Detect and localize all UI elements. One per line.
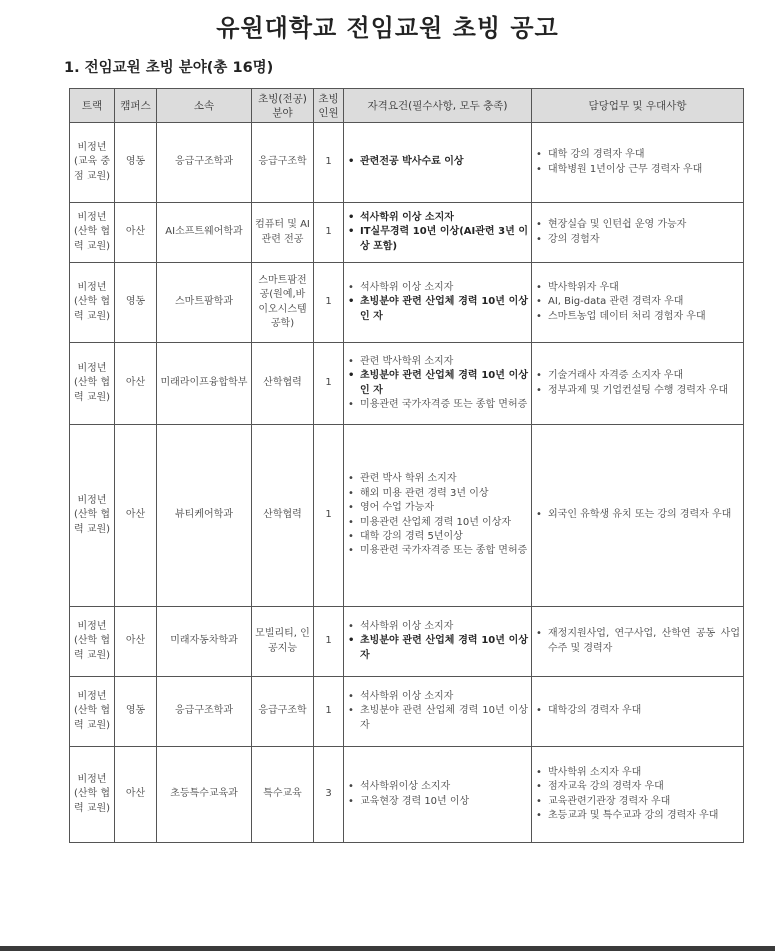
duty-item: • 대학강의 경력자 우대 [535, 704, 740, 718]
cell-campus: 아산 [115, 203, 157, 263]
cell-duty [532, 263, 744, 343]
duty-list [535, 766, 740, 824]
cell-count: 1 [314, 263, 344, 343]
cell-duty [532, 747, 744, 843]
duty-item: • 정부과제 및 기업컨설팅 수행 경력자 우대 [535, 384, 740, 398]
duty-item: • 교육관련기관장 경력자 우대 [535, 795, 740, 809]
cell-campus: 아산 [115, 747, 157, 843]
qualification-list [347, 620, 528, 663]
cell-track: 비정년 (산학 협력 교원) [70, 607, 115, 677]
table-row [70, 263, 744, 343]
duty-item: • 점자교육 강의 경력자 우대 [535, 780, 740, 794]
cell-track: 비정년 (산학 협력 교원) [70, 263, 115, 343]
cell-field: 응급구조학 [252, 123, 314, 203]
qualification-item: • 석사학위 이상 소지자 [347, 211, 528, 225]
cell-field: 산학협력 [252, 425, 314, 607]
qualification-item: • 미용관련 국가자격증 또는 종합 면허증 [347, 544, 528, 558]
page-title: 유원대학교 전임교원 초빙 공고 [216, 14, 559, 42]
cell-count: 1 [314, 425, 344, 607]
qualification-list [347, 472, 528, 558]
duty-list [535, 704, 740, 718]
duty-item: • AI, Big-data 관련 경력자 우대 [535, 295, 740, 309]
duty-item: • 기술거래사 자격증 소지자 우대 [535, 369, 740, 383]
duty-list [535, 218, 740, 247]
cell-campus: 영동 [115, 263, 157, 343]
qualification-list [347, 690, 528, 733]
qualification-list [347, 780, 528, 809]
qualification-item: • 석사학위이상 소지자 [347, 780, 528, 794]
qualification-item: • 미용관련 산업체 경력 10년 이상자 [347, 516, 528, 530]
cell-track: 비정년 (산학 협력 교원) [70, 425, 115, 607]
qualification-item: • 초빙분야 관련 산업체 경력 10년 이상인 자 [347, 295, 528, 324]
qualification-item: • 초빙분야 관련 산업체 경력 10년 이상자 [347, 634, 528, 663]
cell-field: 모빌리티, 인공지능 [252, 607, 314, 677]
cell-field: 산학협력 [252, 343, 314, 425]
cell-dept: 스마트팜학과 [157, 263, 252, 343]
qualification-item: • 미용관련 국가자격증 또는 종합 면허증 [347, 398, 528, 412]
table-row [70, 123, 744, 203]
cell-count: 3 [314, 747, 344, 843]
cell-field: 특수교육 [252, 747, 314, 843]
qualification-item: • IT실무경력 10년 이상(AI관련 3년 이상 포함) [347, 225, 528, 254]
qualification-list [347, 155, 528, 169]
cell-dept: 미래자동차학과 [157, 607, 252, 677]
duty-list [535, 281, 740, 324]
duty-list [535, 369, 740, 398]
header-dept: 소속 [157, 89, 252, 123]
qualification-item: • 관련전공 박사수료 이상 [347, 155, 528, 169]
qualification-item: • 관련 박사학위 소지자 [347, 355, 528, 369]
cell-track: 비정년 (산학 협력 교원) [70, 203, 115, 263]
header-qualification: 자격요건(필수사항, 모두 충족) [344, 89, 532, 123]
cell-count: 1 [314, 607, 344, 677]
duty-list [535, 148, 740, 177]
section-heading: 1. 전임교원 초빙 분야(총 16명) [64, 60, 274, 76]
duty-item: • 외국인 유학생 유치 또는 강의 경력자 우대 [535, 508, 740, 522]
qualification-item: • 해외 미용 관련 경력 3년 이상 [347, 487, 528, 501]
cell-duty [532, 343, 744, 425]
duty-item: • 박사학위자 우대 [535, 281, 740, 295]
cell-duty [532, 677, 744, 747]
header-campus: 캠퍼스 [115, 89, 157, 123]
header-field: 초빙(전공) 분야 [252, 89, 314, 123]
duty-item: • 스마트농업 데이터 처리 경험자 우대 [535, 310, 740, 324]
duty-item: • 재정지원사업, 연구사업, 산학연 공동 사업 수주 및 경력자 [535, 627, 740, 656]
qualification-item: • 교육현장 경력 10년 이상 [347, 795, 528, 809]
cell-qualification [344, 203, 532, 263]
header-track: 트랙 [70, 89, 115, 123]
cell-track: 비정년 (산학 협력 교원) [70, 747, 115, 843]
table-row [70, 343, 744, 425]
cell-qualification [344, 747, 532, 843]
qualification-list [347, 355, 528, 413]
cell-count: 1 [314, 123, 344, 203]
cell-dept: 뷰티케어학과 [157, 425, 252, 607]
qualification-item: • 석사학위 이상 소지자 [347, 620, 528, 634]
cell-duty [532, 607, 744, 677]
cell-campus: 아산 [115, 425, 157, 607]
table-header-row [70, 89, 744, 123]
table-row [70, 203, 744, 263]
cell-track: 비정년 (교육 중점 교원) [70, 123, 115, 203]
cell-count: 1 [314, 203, 344, 263]
table-row [70, 747, 744, 843]
qualification-item: • 관련 박사 학위 소지자 [347, 472, 528, 486]
cell-qualification [344, 607, 532, 677]
duty-item: • 초등교과 및 특수교과 강의 경력자 우대 [535, 809, 740, 823]
cell-campus: 아산 [115, 343, 157, 425]
cell-dept: AI소프트웨어학과 [157, 203, 252, 263]
cell-count: 1 [314, 343, 344, 425]
cell-duty [532, 425, 744, 607]
duty-list [535, 627, 740, 656]
duty-list [535, 508, 740, 522]
cell-qualification [344, 123, 532, 203]
table-row [70, 677, 744, 747]
cell-dept: 응급구조학과 [157, 123, 252, 203]
table-row [70, 425, 744, 607]
cell-campus: 영동 [115, 123, 157, 203]
cell-dept: 초등특수교육과 [157, 747, 252, 843]
qualification-item: • 초빙분야 관련 산업체 경력 10년 이상인 자 [347, 369, 528, 398]
cell-qualification [344, 263, 532, 343]
header-count: 초빙 인원 [314, 89, 344, 123]
cell-duty [532, 123, 744, 203]
qualification-item: • 석사학위 이상 소지자 [347, 281, 528, 295]
bottom-bar [0, 946, 775, 951]
cell-campus: 영동 [115, 677, 157, 747]
cell-qualification [344, 425, 532, 607]
qualification-item: • 영어 수업 가능자 [347, 501, 528, 515]
cell-count: 1 [314, 677, 344, 747]
cell-field: 컴퓨터 및 AI관련 전공 [252, 203, 314, 263]
duty-item: • 강의 경험자 [535, 233, 740, 247]
cell-track: 비정년 (산학 협력 교원) [70, 677, 115, 747]
qualification-list [347, 211, 528, 254]
cell-track: 비정년 (산학 협력 교원) [70, 343, 115, 425]
recruitment-table [69, 88, 744, 843]
qualification-item: • 대학 강의 경력 5년이상 [347, 530, 528, 544]
cell-field: 스마트팜전공(원예,바이오시스템공학) [252, 263, 314, 343]
header-duty: 담당업무 및 우대사항 [532, 89, 744, 123]
cell-dept: 미래라이프융합학부 [157, 343, 252, 425]
cell-duty [532, 203, 744, 263]
cell-qualification [344, 677, 532, 747]
duty-item: • 현장실습 및 인턴쉽 운영 가능자 [535, 218, 740, 232]
duty-item: • 박사학위 소지자 우대 [535, 766, 740, 780]
duty-item: • 대학병원 1년이상 근무 경력자 우대 [535, 163, 740, 177]
qualification-list [347, 281, 528, 324]
cell-campus: 아산 [115, 607, 157, 677]
cell-field: 응급구조학 [252, 677, 314, 747]
table-row [70, 607, 744, 677]
duty-item: • 대학 강의 경력자 우대 [535, 148, 740, 162]
cell-dept: 응급구조학과 [157, 677, 252, 747]
qualification-item: • 초빙분야 관련 산업체 경력 10년 이상자 [347, 704, 528, 733]
qualification-item: • 석사학위 이상 소지자 [347, 690, 528, 704]
cell-qualification [344, 343, 532, 425]
